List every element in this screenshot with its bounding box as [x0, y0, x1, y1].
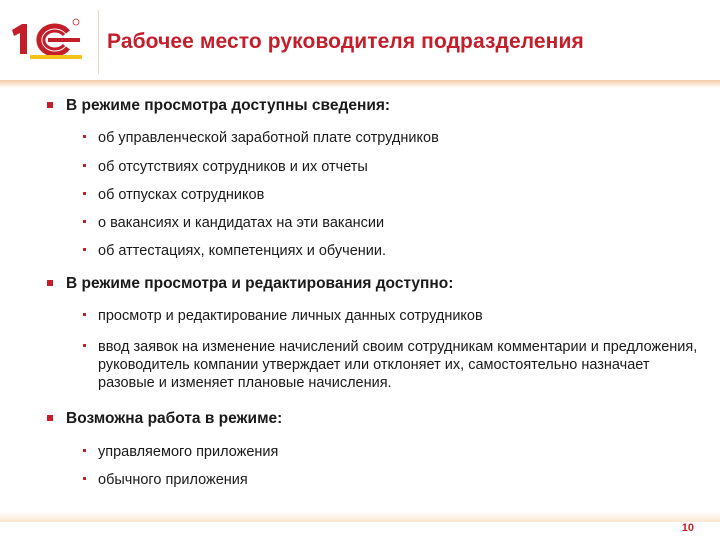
- item-bullet-icon: [83, 477, 86, 480]
- page-number: 10: [681, 522, 694, 534]
- item-bullet-icon: [83, 449, 86, 452]
- item-bullet-icon: [83, 248, 86, 251]
- section-heading-text: В режиме просмотра и редактирования доступно:: [66, 275, 454, 292]
- page-title: Рабочее место руководителя подразделения: [107, 30, 584, 53]
- list-item-text: об отпусках сотрудников: [98, 187, 265, 203]
- header-rule: [0, 80, 720, 88]
- item-bullet-icon: [83, 192, 86, 195]
- header-divider: [98, 10, 99, 74]
- list-item-text: об отсутствиях сотрудников и их отчеты: [98, 159, 368, 175]
- 1c-logo: [10, 16, 82, 60]
- list-item-text: обычного приложения: [98, 472, 248, 488]
- item-bullet-icon: [83, 164, 86, 167]
- item-bullet-icon: [83, 344, 86, 347]
- section-heading-text: Возможна работа в режиме:: [66, 410, 283, 427]
- slide-header: [0, 0, 720, 80]
- item-bullet-icon: [83, 313, 86, 316]
- list-item-text: об управленческой заработной плате сотрудников: [98, 130, 439, 146]
- list-item-text: управляемого приложения: [98, 444, 279, 460]
- list-item-text: просмотр и редактирование личных данных сотрудников: [98, 308, 483, 324]
- section-bullet-icon: [47, 280, 53, 286]
- item-bullet-icon: [83, 135, 86, 138]
- section-bullet-icon: [47, 102, 53, 108]
- item-bullet-icon: [83, 220, 86, 223]
- footer-rule: [0, 512, 720, 522]
- list-item-text: ввод заявок на изменение начислений своим сотрудникам комментарии и предложения, руководитель компании утверждает или отклоняет их, самостоятельно назначает разовые и изменяет плановые начисления.: [98, 339, 698, 391]
- list-item-text: о вакансиях и кандидатах на эти вакансии: [98, 215, 385, 231]
- section-heading-text: В режиме просмотра доступны сведения:: [66, 97, 391, 114]
- list-item-text: об аттестациях, компетенциях и обучении.: [98, 243, 387, 259]
- section-bullet-icon: [47, 415, 53, 421]
